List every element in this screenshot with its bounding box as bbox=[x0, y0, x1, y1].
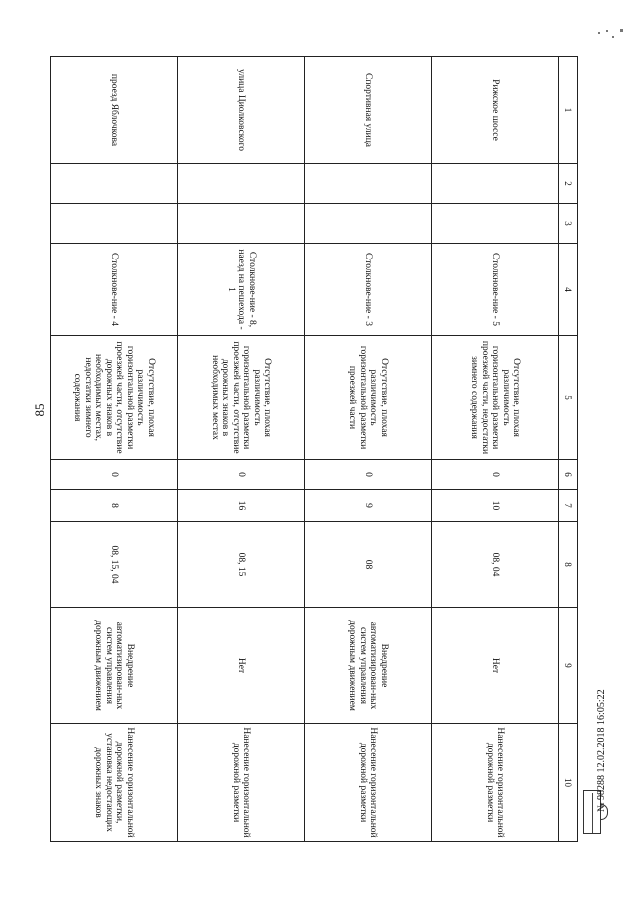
column-number: 4 bbox=[559, 244, 578, 336]
measures-proposed: Нанесение горизонтальной дорожной разметки bbox=[178, 724, 305, 842]
cell-col3 bbox=[178, 204, 305, 244]
cell-col6: 0 bbox=[305, 460, 432, 490]
table-row bbox=[432, 57, 559, 842]
accident-causes: Отсутствие, плохая различимость горизонтальной разметки проезжей части, недостатки зимнего содержания bbox=[432, 336, 559, 460]
cell-col3 bbox=[305, 204, 432, 244]
cell-col7: 16 bbox=[178, 490, 305, 522]
street-name: улица Циолковского bbox=[178, 57, 305, 164]
accident-causes: Отсутствие, плохая различимость горизонтальной разметки проезжей части, отсутствие дорожных знаков в необходимых местах bbox=[178, 336, 305, 460]
street-name: Спортивная улица bbox=[305, 57, 432, 164]
cell-col2 bbox=[432, 164, 559, 204]
cell-col7: 9 bbox=[305, 490, 432, 522]
data-table bbox=[50, 56, 578, 842]
cell-col6: 0 bbox=[178, 460, 305, 490]
column-number: 8 bbox=[559, 522, 578, 608]
column-number: 10 bbox=[559, 724, 578, 842]
measures-proposed: Нанесение горизонтальной дорожной разметки bbox=[305, 724, 432, 842]
cell-col6: 0 bbox=[432, 460, 559, 490]
rotated-table bbox=[58, 56, 578, 841]
cell-col3 bbox=[432, 204, 559, 244]
accident-types: Столкнове-ние - 4 bbox=[51, 244, 178, 336]
cell-col2 bbox=[178, 164, 305, 204]
column-number-row bbox=[559, 57, 578, 842]
column-number: 3 bbox=[559, 204, 578, 244]
cell-col3 bbox=[51, 204, 178, 244]
column-number: 9 bbox=[559, 608, 578, 724]
table-row bbox=[51, 57, 178, 842]
cell-col7: 8 bbox=[51, 490, 178, 522]
scan-specks bbox=[596, 28, 626, 40]
measures-proposed: Нанесение горизонтальной дорожной разметки, установка недостающих дорожных знаков bbox=[51, 724, 178, 842]
accident-causes: Отсутствие, плохая различимость горизонтальной разметки проезжей части, отсутствие дорожных знаков в необходимых местах, недостатки зимнего содержания bbox=[51, 336, 178, 460]
measures-planned: Внедрение автоматизирован-ных систем управления дорожным движением bbox=[51, 608, 178, 724]
accident-types: Столкнове-ние - 3 bbox=[305, 244, 432, 336]
table-container bbox=[58, 56, 578, 841]
cause-codes: 08 bbox=[305, 522, 432, 608]
column-number: 7 bbox=[559, 490, 578, 522]
accident-types: Столкнове-ние - 5 bbox=[432, 244, 559, 336]
measures-planned: Нет bbox=[432, 608, 559, 724]
measures-proposed: Нанесение горизонтальной дорожной разметки bbox=[432, 724, 559, 842]
cell-col6: 0 bbox=[51, 460, 178, 490]
accident-causes: Отсутствие, плохая различимость горизонтальной разметки проезжей части bbox=[305, 336, 432, 460]
column-number: 6 bbox=[559, 460, 578, 490]
document-registration-number: № 98288 12.02.2018 16:05:22 bbox=[596, 689, 607, 812]
table-row bbox=[178, 57, 305, 842]
accident-types: Столкнове-ние - 8, наезд на пешехода - 1 bbox=[178, 244, 305, 336]
street-name: проезд Яблочкова bbox=[51, 57, 178, 164]
cell-col7: 10 bbox=[432, 490, 559, 522]
column-number: 1 bbox=[559, 57, 578, 164]
cause-codes: 08, 15 bbox=[178, 522, 305, 608]
measures-planned: Внедрение автоматизирован-ных систем управления дорожным движением bbox=[305, 608, 432, 724]
measures-planned: Нет bbox=[178, 608, 305, 724]
cause-codes: 08, 15, 04 bbox=[51, 522, 178, 608]
column-number: 5 bbox=[559, 336, 578, 460]
cell-col2 bbox=[305, 164, 432, 204]
table-row bbox=[305, 57, 432, 842]
cell-col2 bbox=[51, 164, 178, 204]
column-number: 2 bbox=[559, 164, 578, 204]
page-number: 85 bbox=[32, 403, 47, 417]
street-name: Рижское шоссе bbox=[432, 57, 559, 164]
cause-codes: 08, 04 bbox=[432, 522, 559, 608]
